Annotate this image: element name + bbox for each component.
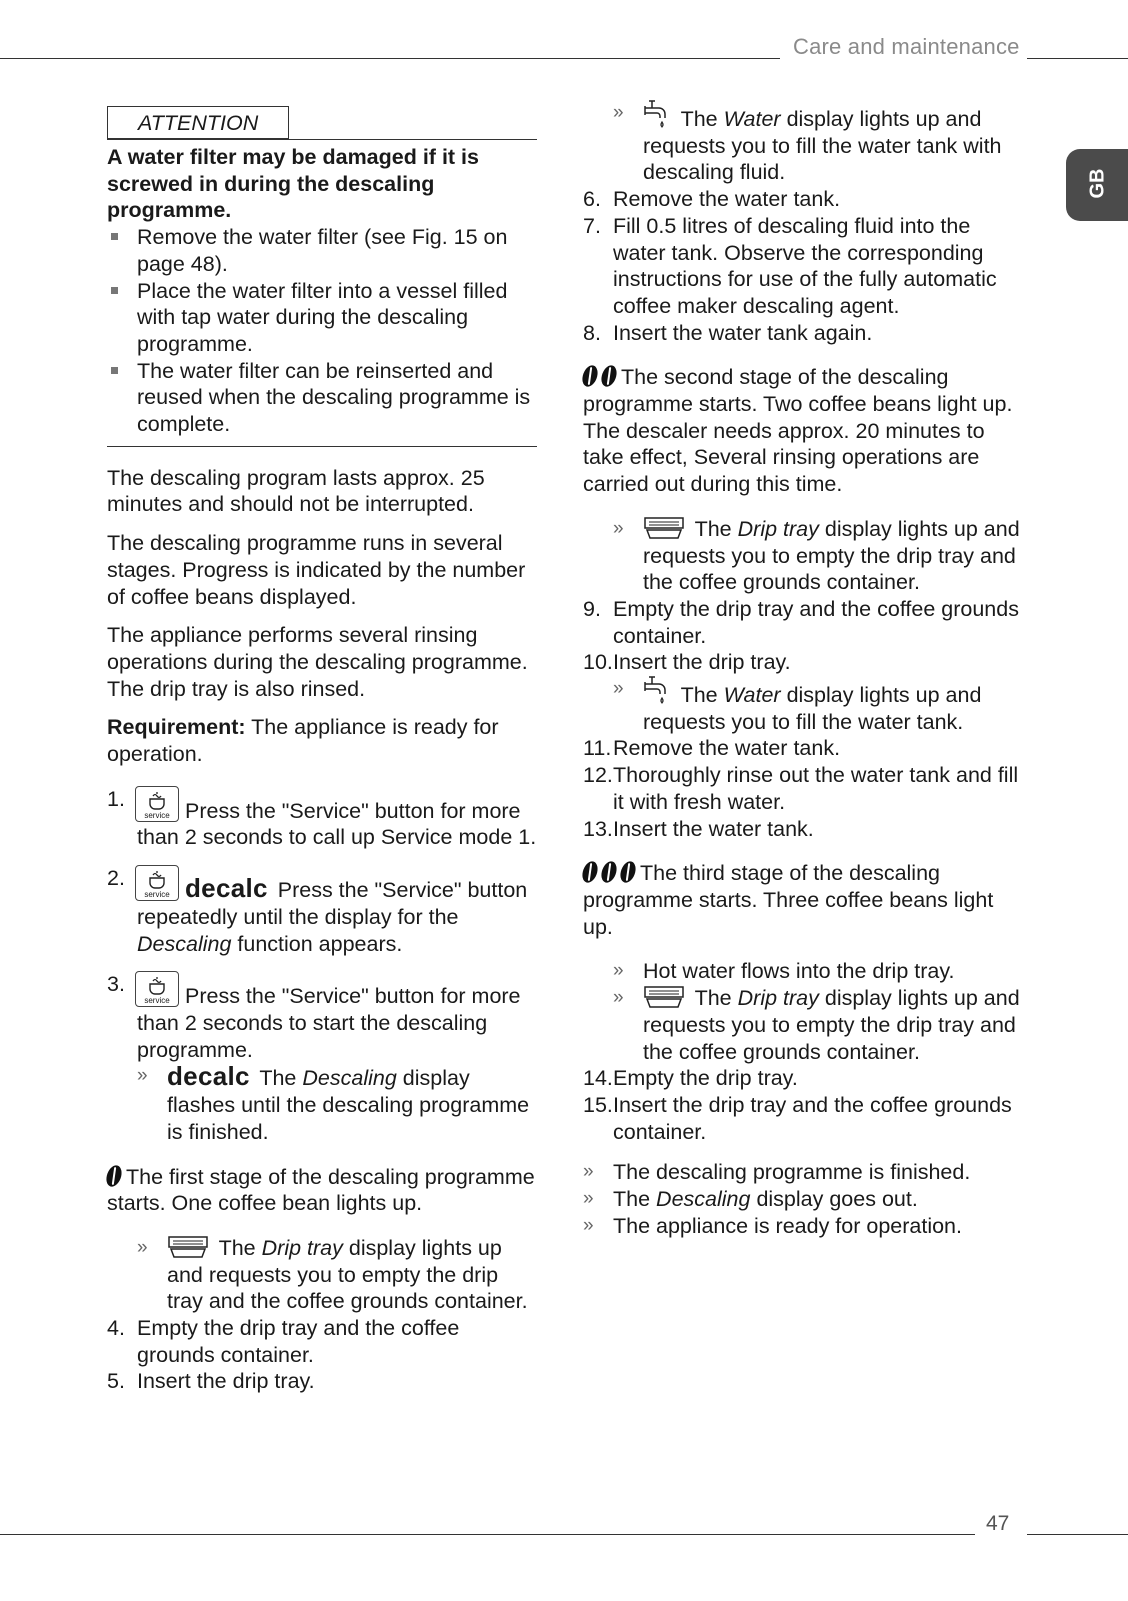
step-number: 14. bbox=[583, 1066, 613, 1091]
attention-bullet-list bbox=[107, 224, 537, 438]
result-emphasis: Descaling bbox=[656, 1187, 751, 1212]
service-button-icon bbox=[135, 865, 179, 901]
result-text: The bbox=[694, 516, 732, 541]
header-rule-right bbox=[1027, 58, 1128, 59]
arrow-icon: » bbox=[613, 987, 624, 1009]
drip-tray-icon bbox=[643, 985, 685, 1009]
arrow-icon: » bbox=[613, 678, 624, 700]
step-text: Insert the water tank again. bbox=[613, 320, 873, 345]
result-text: The bbox=[680, 683, 718, 708]
attention-rule bbox=[107, 446, 537, 447]
stages-paragraph: The descaling programme runs in several stages. Progress is indicated by the number of coffee beans displayed. bbox=[107, 531, 526, 609]
result-text: The bbox=[613, 1187, 651, 1212]
result-text: The bbox=[218, 1235, 256, 1260]
step-number: 15. bbox=[583, 1092, 613, 1117]
step-text: Empty the drip tray and the coffee grounds container. bbox=[613, 596, 1019, 648]
right-column bbox=[583, 100, 1023, 1239]
service-icon-label: service bbox=[144, 810, 170, 820]
attention-bullet: The water filter can be reinserted and reused when the descaling programme is complete. bbox=[107, 358, 537, 438]
coffee-bean-icon bbox=[580, 364, 601, 389]
step-text: Empty the drip tray. bbox=[613, 1066, 798, 1091]
step-number: 8. bbox=[583, 320, 601, 345]
step-text: Fill 0.5 litres of descaling fluid into the water tank. Observe the corresponding instructions for use of the fully automatic coffee maker descaling agent. bbox=[613, 213, 997, 318]
step-emphasis: Descaling bbox=[137, 931, 232, 956]
language-tab-label: GB bbox=[1086, 168, 1109, 199]
step-text: Insert the drip tray and the coffee grounds container. bbox=[613, 1092, 1012, 1144]
attention-bullet: Place the water filter into a vessel filled with tap water during the descaling programme. bbox=[107, 278, 537, 358]
coffee-bean-icon bbox=[599, 860, 620, 885]
coffee-bean-icon bbox=[580, 860, 601, 885]
step-3 bbox=[107, 971, 537, 1063]
result-water-fill bbox=[583, 676, 1023, 735]
step-number: 10. bbox=[583, 650, 613, 675]
step-number: 13. bbox=[583, 816, 613, 841]
step-text: Empty the drip tray and the coffee grounds container. bbox=[137, 1316, 460, 1367]
attention-header bbox=[107, 106, 537, 140]
step-text: Press the "Service" button for more than 2 seconds to start the descaling programme. bbox=[137, 984, 521, 1062]
result-emphasis: Drip tray bbox=[261, 1235, 343, 1260]
arrow-icon: » bbox=[613, 517, 624, 539]
drip-tray-icon bbox=[167, 1235, 209, 1259]
result-drip-tray bbox=[583, 985, 1023, 1065]
arrow-icon: » bbox=[583, 1188, 594, 1210]
step-13 bbox=[583, 816, 1023, 843]
rinsing-paragraph: The appliance performs several rinsing operations during the descaling programme. The drip tray is also rinsed. bbox=[107, 623, 528, 701]
coffee-bean-icon bbox=[618, 860, 639, 885]
step-1 bbox=[107, 786, 537, 851]
requirement-paragraph bbox=[107, 714, 537, 767]
result-text: The bbox=[259, 1066, 297, 1091]
water-tap-icon bbox=[643, 100, 671, 130]
result-emphasis: Drip tray bbox=[737, 986, 819, 1011]
result-text-end: display lights up and requests you to empty the drip tray and the coffee grounds container. bbox=[643, 516, 1020, 595]
result-text: Hot water flows into the drip tray. bbox=[643, 959, 955, 984]
step-number: 7. bbox=[583, 213, 601, 238]
requirement-text: The appliance is ready for operation. bbox=[107, 715, 499, 767]
result-text-end: display lights up and requests you to empty the drip tray and the coffee grounds container. bbox=[167, 1235, 528, 1314]
result-text-end: display lights up and requests you to fill the water tank with descaling fluid. bbox=[643, 107, 1002, 185]
coffee-bean-icon bbox=[599, 364, 620, 389]
stage-2-paragraph bbox=[583, 364, 1023, 417]
stage-1-paragraph bbox=[107, 1164, 537, 1217]
service-button-icon bbox=[135, 786, 179, 822]
water-tap-icon bbox=[643, 676, 671, 706]
step-text: Thoroughly rinse out the water tank and fill it with fresh water. bbox=[613, 763, 1019, 814]
result-text: The bbox=[694, 986, 732, 1011]
descaler-note: The descaler needs approx. 20 minutes to take effect, Several rinsing operations are carried out during this time. bbox=[583, 418, 985, 497]
result-text: The bbox=[680, 107, 718, 131]
result-emphasis: Water bbox=[723, 683, 781, 708]
result-text-end: display lights up and requests you to fill the water tank. bbox=[643, 683, 982, 734]
service-icon-label: service bbox=[144, 890, 170, 900]
step-6 bbox=[583, 186, 1023, 213]
step-number: 6. bbox=[583, 187, 601, 212]
result-finished bbox=[583, 1159, 1023, 1186]
attention-warning: A water filter may be damaged if it is screwed in during the descaling programme. bbox=[107, 145, 479, 223]
result-descaling-flashes bbox=[107, 1063, 537, 1145]
step-text-end: function appears. bbox=[237, 931, 403, 956]
left-column bbox=[107, 106, 537, 1395]
attention-bullet: Remove the water filter (see Fig. 15 on page 48). bbox=[107, 224, 537, 277]
step-7 bbox=[583, 213, 1023, 320]
step-text: Remove the water tank. bbox=[613, 736, 841, 761]
coffee-bean-icon bbox=[104, 1163, 125, 1188]
header-rule-left bbox=[0, 58, 780, 59]
decalc-display-label: decalc bbox=[185, 873, 268, 904]
step-15 bbox=[583, 1092, 1023, 1145]
result-text: The appliance is ready for operation. bbox=[613, 1213, 962, 1238]
service-button-icon bbox=[135, 971, 179, 1007]
duration-paragraph: The descaling program lasts approx. 25 minutes and should not be interrupted. bbox=[107, 465, 485, 517]
step-number: 11. bbox=[583, 736, 612, 761]
step-text: Insert the drip tray. bbox=[137, 1369, 315, 1394]
step-text: Press the "Service" button for more than 2 seconds to call up Service mode 1. bbox=[137, 798, 537, 850]
decalc-display-label: decalc bbox=[167, 1061, 250, 1092]
result-drip-tray bbox=[107, 1235, 537, 1315]
result-water-descaling bbox=[583, 100, 1023, 186]
service-icon-label: service bbox=[144, 996, 170, 1006]
arrow-icon: » bbox=[613, 960, 624, 982]
result-emphasis: Drip tray bbox=[737, 516, 819, 541]
section-title: Care and maintenance bbox=[793, 34, 1020, 59]
step-number: 3. bbox=[107, 972, 125, 997]
step-text: Remove the water tank. bbox=[613, 187, 841, 212]
step-10 bbox=[583, 649, 1023, 676]
result-text: The descaling programme is finished. bbox=[613, 1160, 971, 1185]
step-number: 5. bbox=[107, 1369, 125, 1394]
step-text: Insert the drip tray. bbox=[613, 650, 791, 675]
stage-3-text: The third stage of the descaling programme starts. Three coffee beans light up. bbox=[583, 861, 994, 939]
stage-2-text: The second stage of the descaling programme starts. Two coffee beans light up. bbox=[583, 365, 1013, 417]
arrow-icon: » bbox=[137, 1236, 148, 1258]
result-text-end: display goes out. bbox=[756, 1187, 918, 1212]
step-8 bbox=[583, 320, 1023, 347]
result-emphasis: Descaling bbox=[302, 1066, 397, 1091]
arrow-icon: » bbox=[583, 1161, 594, 1183]
step-12 bbox=[583, 762, 1023, 815]
attention-label: ATTENTION bbox=[107, 106, 289, 139]
result-hot-water bbox=[583, 958, 1023, 985]
step-5 bbox=[107, 1368, 537, 1395]
step-text: Press the "Service" button repeatedly until the display for the bbox=[137, 878, 528, 929]
stage-3-paragraph bbox=[583, 860, 1023, 940]
step-number: 2. bbox=[107, 866, 125, 891]
result-emphasis: Water bbox=[723, 107, 781, 131]
step-11 bbox=[583, 735, 1023, 762]
stage-1-text: The first stage of the descaling programme starts. One coffee bean lights up. bbox=[107, 1164, 535, 1216]
drip-tray-icon bbox=[643, 516, 685, 540]
step-number: 9. bbox=[583, 596, 601, 621]
arrow-icon: » bbox=[583, 1214, 594, 1236]
arrow-icon: » bbox=[137, 1065, 148, 1087]
step-9 bbox=[583, 596, 1023, 649]
step-4 bbox=[107, 1315, 537, 1368]
step-2 bbox=[107, 865, 537, 957]
result-drip-tray bbox=[583, 516, 1023, 596]
step-text: Insert the water tank. bbox=[613, 816, 814, 841]
result-ready bbox=[583, 1213, 1023, 1240]
footer-rule-right bbox=[1027, 1534, 1128, 1535]
footer-rule-left bbox=[0, 1534, 975, 1535]
arrow-icon: » bbox=[613, 102, 624, 123]
step-14 bbox=[583, 1065, 1023, 1092]
result-text-end: display lights up and requests you to empty the drip tray and the coffee grounds container. bbox=[643, 986, 1020, 1064]
step-number: 4. bbox=[107, 1316, 125, 1341]
result-text-end: display flashes until the descaling programme is finished. bbox=[167, 1066, 530, 1144]
step-number: 12. bbox=[583, 763, 613, 788]
page-number: 47 bbox=[986, 1512, 1010, 1535]
step-number: 1. bbox=[107, 786, 125, 811]
result-descaling-out bbox=[583, 1186, 1023, 1213]
language-tab bbox=[1066, 149, 1128, 221]
requirement-label: Requirement: bbox=[107, 715, 246, 740]
